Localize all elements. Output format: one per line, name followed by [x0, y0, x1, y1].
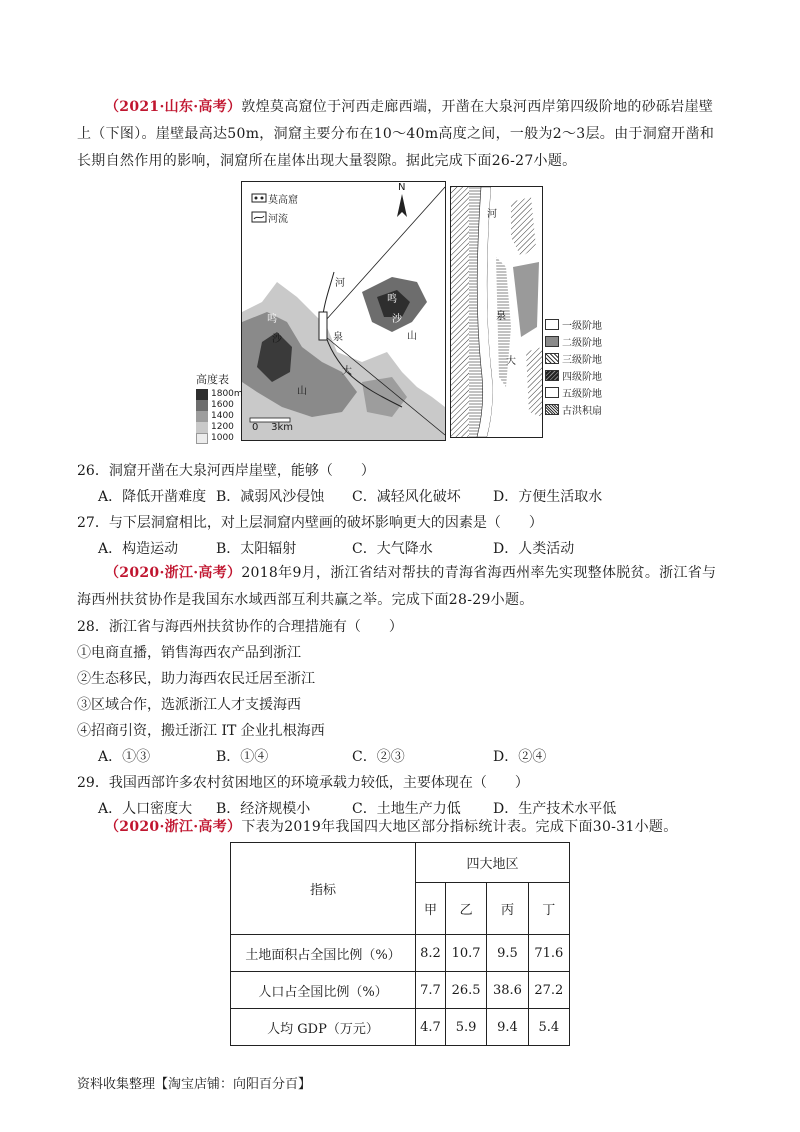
scale-label: 0 3km	[252, 422, 293, 433]
q28-item-3: ③区域合作，选派浙江人才支援海西	[77, 697, 301, 713]
q30-31-intro	[77, 814, 727, 841]
header-region-bing: 丙	[487, 883, 528, 935]
q28-option-d[interactable]: D．②④	[493, 749, 547, 765]
table-row	[231, 935, 570, 972]
intro-text: 2018年9月，浙江省结对帮扶的青海省海西州率先实现整体脱贫。浙江省与海西州扶贫协作是我国东水域西部互利共赢之举。完成下面28-29小题。	[77, 565, 717, 608]
place-char-5: 沙	[392, 314, 402, 325]
river-char-he: 河	[335, 278, 345, 289]
q28-29-intro	[77, 560, 727, 614]
q26-option-c[interactable]: C．减轻风化破坏	[352, 489, 461, 505]
place-char-1: 鸣	[267, 314, 277, 325]
q26-option-b[interactable]: B．减弱风沙侵蚀	[216, 489, 325, 505]
q28-option-b[interactable]: B．①④	[216, 749, 269, 765]
q27-option-d[interactable]: D．人类活动	[493, 541, 575, 557]
table-row	[231, 1009, 570, 1046]
cell: 5.9	[445, 1009, 486, 1046]
cell: 27.2	[528, 972, 569, 1009]
terrace-legend-4: 四级阶地	[562, 372, 602, 383]
q26-27-intro	[77, 94, 727, 175]
q29-option-b[interactable]: B．经济规模小	[216, 801, 311, 817]
header-region-ding: 丁	[528, 883, 569, 935]
cell: 71.6	[528, 935, 569, 972]
place-char-2: 沙	[272, 334, 282, 345]
footer-note: 资料收集整理【淘宝店铺：向阳百分百】	[77, 1077, 312, 1092]
cell: 9.5	[487, 935, 528, 972]
header-region-jia: 甲	[416, 883, 446, 935]
cell: 7.7	[416, 972, 446, 1009]
q27-stem: 27．与下层洞窟相比，对上层洞窟内壁画的破坏影响更大的因素是（ ）	[77, 515, 543, 531]
place-char-3: 山	[297, 386, 307, 397]
source-tag: （2020·浙江·高考）	[105, 819, 242, 835]
altitude-1200: 1200	[211, 422, 234, 432]
q28-item-1: ①电商直播，销售海西农产品到浙江	[77, 645, 301, 661]
q28-item-4: ④招商引资，搬迁浙江 IT 企业扎根海西	[77, 723, 325, 739]
header-four-regions: 四大地区	[416, 843, 570, 883]
terrace-legend-2: 二级阶地	[562, 338, 602, 349]
intro-text: 敦煌莫高窟位于河西走廊西端，开凿在大泉河西岸第四级阶地的砂砾岩崖壁上（下图）。崖壁最高达50m，洞窟主要分布在10～40m高度之间，一般为2～3层。由于洞窟开凿和长期自然作用的影响，洞窟所在崖体出现大量裂隙。据此完成下面26-27小题。	[77, 99, 715, 169]
q28-option-a[interactable]: A．①③	[98, 749, 151, 765]
cell: 26.5	[445, 972, 486, 1009]
cell: 9.4	[487, 1009, 528, 1046]
legend-cave-label: 莫高窟	[268, 195, 298, 206]
q26-option-a[interactable]: A．降低开凿难度	[98, 489, 207, 505]
q29-option-d[interactable]: D．生产技术水平低	[493, 801, 617, 817]
region-stats-table	[230, 842, 570, 1046]
river-char-da: 大	[342, 366, 352, 377]
q27-option-c[interactable]: C．大气降水	[352, 541, 433, 557]
cell: 5.4	[528, 1009, 569, 1046]
altitude-1400: 1400	[211, 411, 234, 421]
q27-option-b[interactable]: B．太阳辐射	[216, 541, 297, 557]
q28-item-2: ②生态移民，助力海西农民迁居至浙江	[77, 671, 315, 687]
q26-option-d[interactable]: D．方便生活取水	[493, 489, 603, 505]
q28-stem: 28．浙江省与海西州扶贫协作的合理措施有（ ）	[77, 619, 403, 635]
inset-quan: 泉	[496, 311, 506, 322]
terrace-legend-1: 一级阶地	[562, 321, 602, 332]
north-label: N	[398, 182, 406, 193]
altitude-title: 高度表	[196, 373, 229, 386]
legend-river-label: 河流	[268, 214, 288, 225]
terrace-legend	[545, 316, 625, 418]
terrace-legend-3: 三级阶地	[562, 355, 602, 366]
q28-option-c[interactable]: C．②③	[352, 749, 405, 765]
place-char-4: 鸣	[387, 294, 397, 305]
row-label: 人均 GDP（万元）	[231, 1009, 416, 1046]
altitude-1600: 1600	[211, 400, 234, 410]
q29-option-a[interactable]: A．人口密度大	[98, 801, 193, 817]
header-indicator: 指标	[231, 843, 416, 935]
cell: 38.6	[487, 972, 528, 1009]
cell: 8.2	[416, 935, 446, 972]
q29-option-c[interactable]: C．土地生产力低	[352, 801, 461, 817]
altitude-1800: 1800m	[211, 389, 243, 399]
inset-he: 河	[487, 209, 497, 220]
altitude-legend	[196, 371, 256, 444]
cell: 4.7	[416, 1009, 446, 1046]
q26-stem: 26．洞窟开凿在大泉河西岸崖壁，能够（ ）	[77, 463, 375, 479]
q29-stem: 29．我国西部许多农村贫困地区的环境承载力较低，主要体现在（ ）	[77, 775, 529, 791]
river-char-quan: 泉	[333, 332, 343, 343]
terrace-legend-6: 古洪积扇	[562, 406, 602, 417]
cell: 10.7	[445, 935, 486, 972]
q27-option-a[interactable]: A．构造运动	[98, 541, 179, 557]
table-row	[231, 972, 570, 1009]
header-region-yi: 乙	[445, 883, 486, 935]
source-tag: （2021·山东·高考）	[105, 99, 242, 115]
map-figure-left	[241, 181, 446, 441]
row-label: 人口占全国比例（%）	[231, 972, 416, 1009]
intro-text: 下表为2019年我国四大地区部分指标统计表。完成下面30-31小题。	[241, 819, 678, 835]
source-tag: （2020·浙江·高考）	[105, 565, 242, 581]
inset-terrace-map	[450, 186, 543, 438]
altitude-1000: 1000	[211, 433, 234, 443]
place-char-6: 山	[407, 331, 417, 342]
inset-da: 大	[506, 356, 516, 367]
row-label: 土地面积占全国比例（%）	[231, 935, 416, 972]
terrace-legend-5: 五级阶地	[562, 389, 602, 400]
